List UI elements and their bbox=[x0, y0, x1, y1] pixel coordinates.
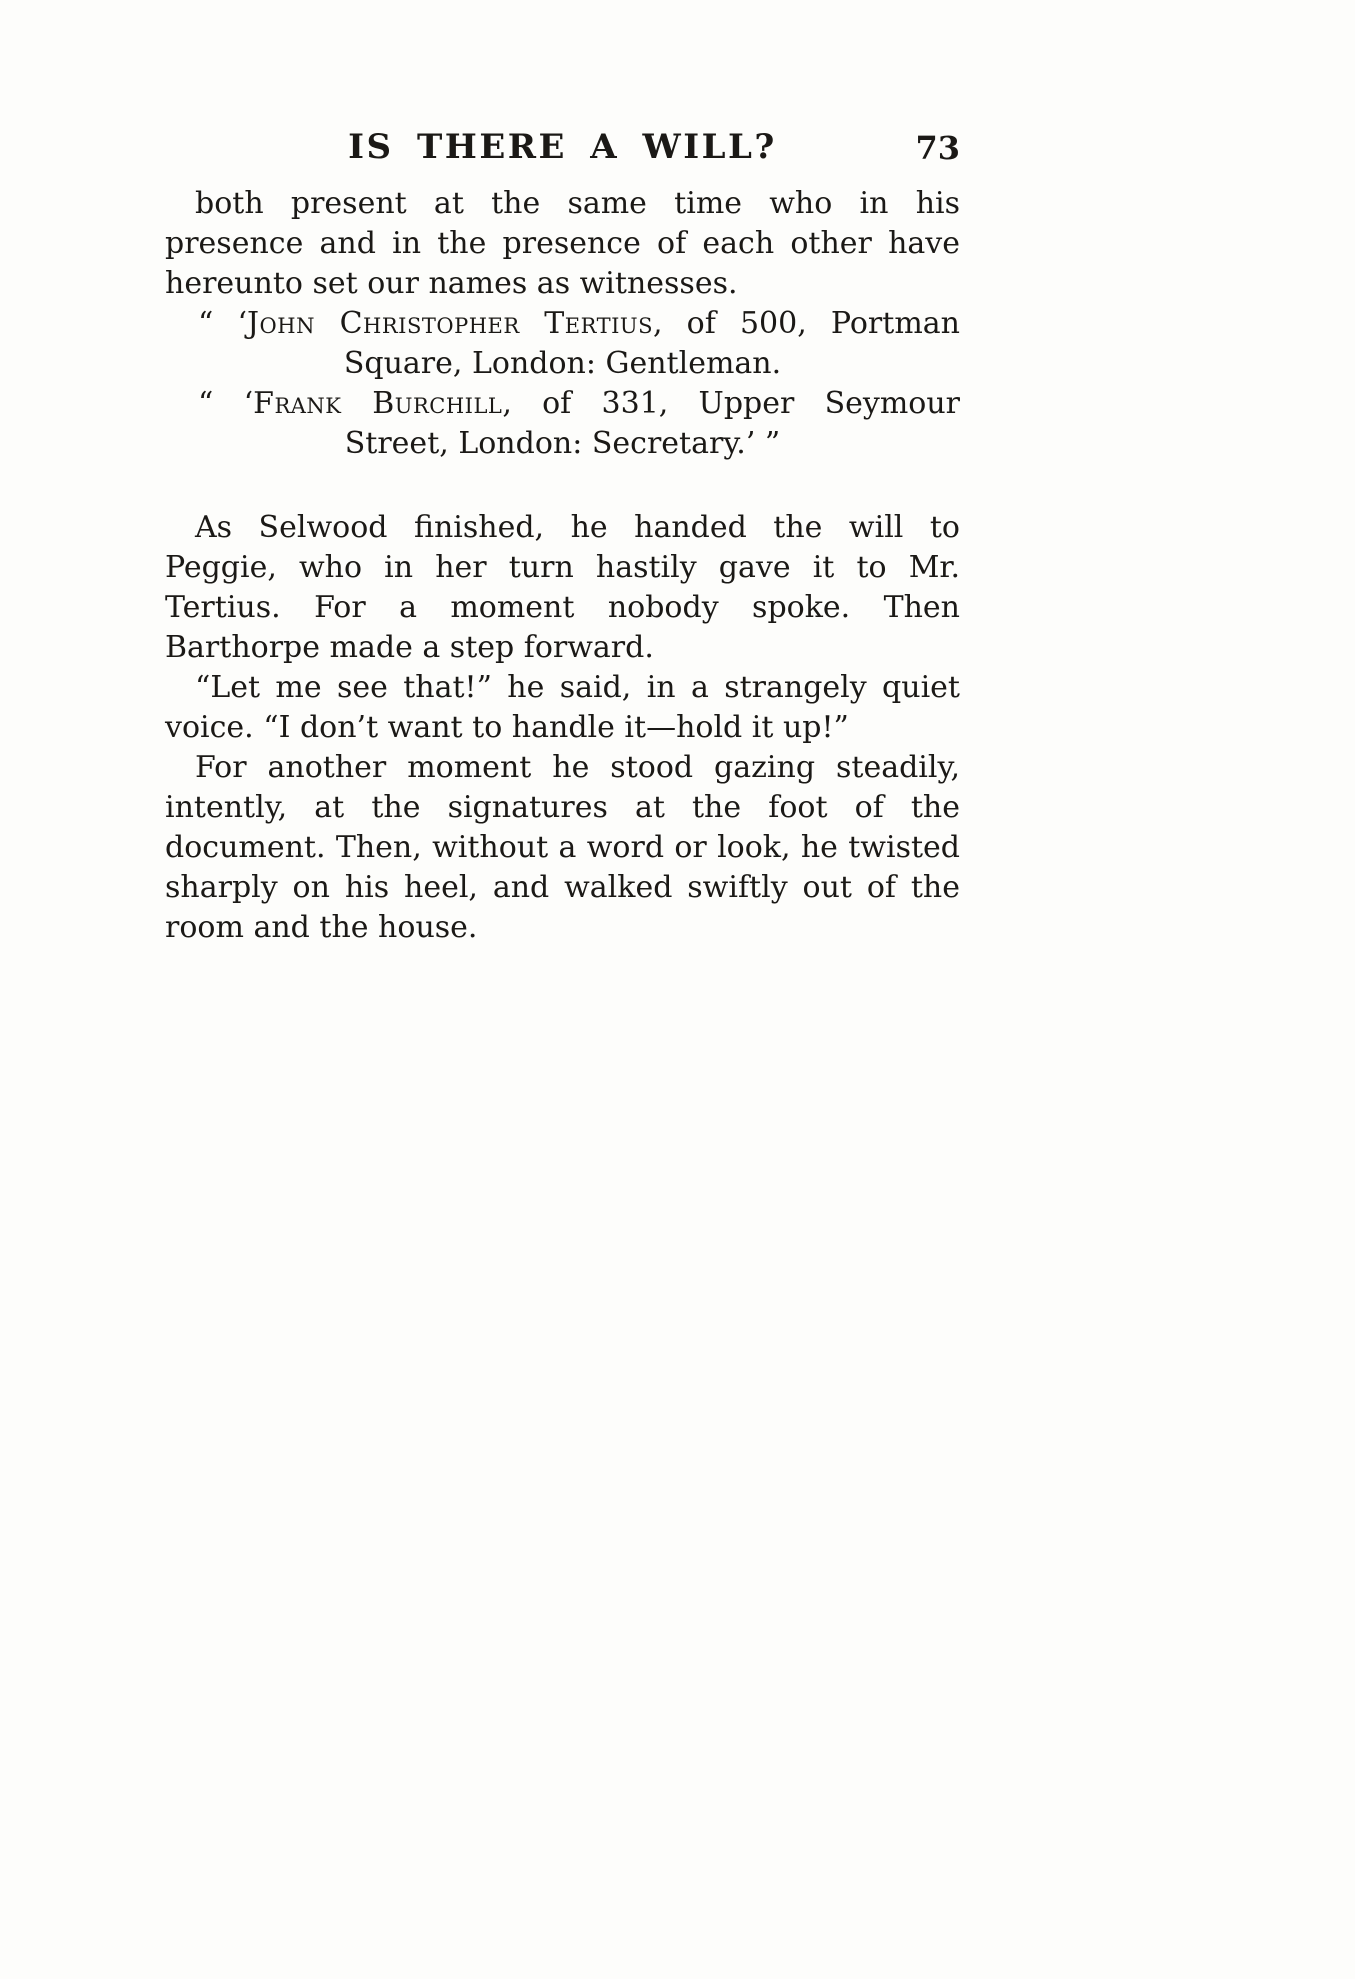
running-title: IS THERE A WILL? bbox=[348, 127, 777, 167]
witness-name: John Christopher Tertius bbox=[247, 306, 653, 341]
witness-line bbox=[165, 304, 960, 344]
page-number: 73 bbox=[915, 129, 960, 167]
witness-attestation bbox=[165, 304, 960, 384]
witness-name: Frank Burchill bbox=[253, 386, 503, 421]
page-body bbox=[165, 184, 960, 948]
witness-line bbox=[165, 424, 960, 464]
witness-text: “ ‘ bbox=[198, 306, 248, 341]
witness-attestation bbox=[165, 384, 960, 464]
paragraph: As Selwood finished, he handed the will to Peggie, who in her turn hastily gave it to Mr. Tertius. For a moment nobody spoke. Then Barthorpe made a step forward. bbox=[165, 510, 960, 665]
witness-text: “ ‘ bbox=[198, 386, 254, 421]
witness-line bbox=[165, 384, 960, 424]
witness-text: , of 500, Portman bbox=[652, 306, 960, 341]
witness-text: Square, London: Gentleman. bbox=[343, 346, 782, 381]
paragraph: For another moment he stood gazing steadily, intently, at the signatures at the foot of the document. Then, without a word or look, he twisted sharply on his heel, and walked swiftly out of the room and the house. bbox=[165, 750, 960, 945]
witness-line bbox=[165, 344, 960, 384]
witness-text: Street, London: Secretary.’ ” bbox=[344, 426, 781, 461]
paragraph: “Let me see that!” he said, in a strangely quiet voice. “I don’t want to handle it—hold it up!” bbox=[165, 670, 960, 745]
paragraph: both present at the same time who in his presence and in the presence of each other have hereunto set our names as witnesses. bbox=[165, 186, 960, 301]
page-header bbox=[165, 126, 960, 168]
witness-text: , of 331, Upper Seymour bbox=[502, 386, 960, 421]
